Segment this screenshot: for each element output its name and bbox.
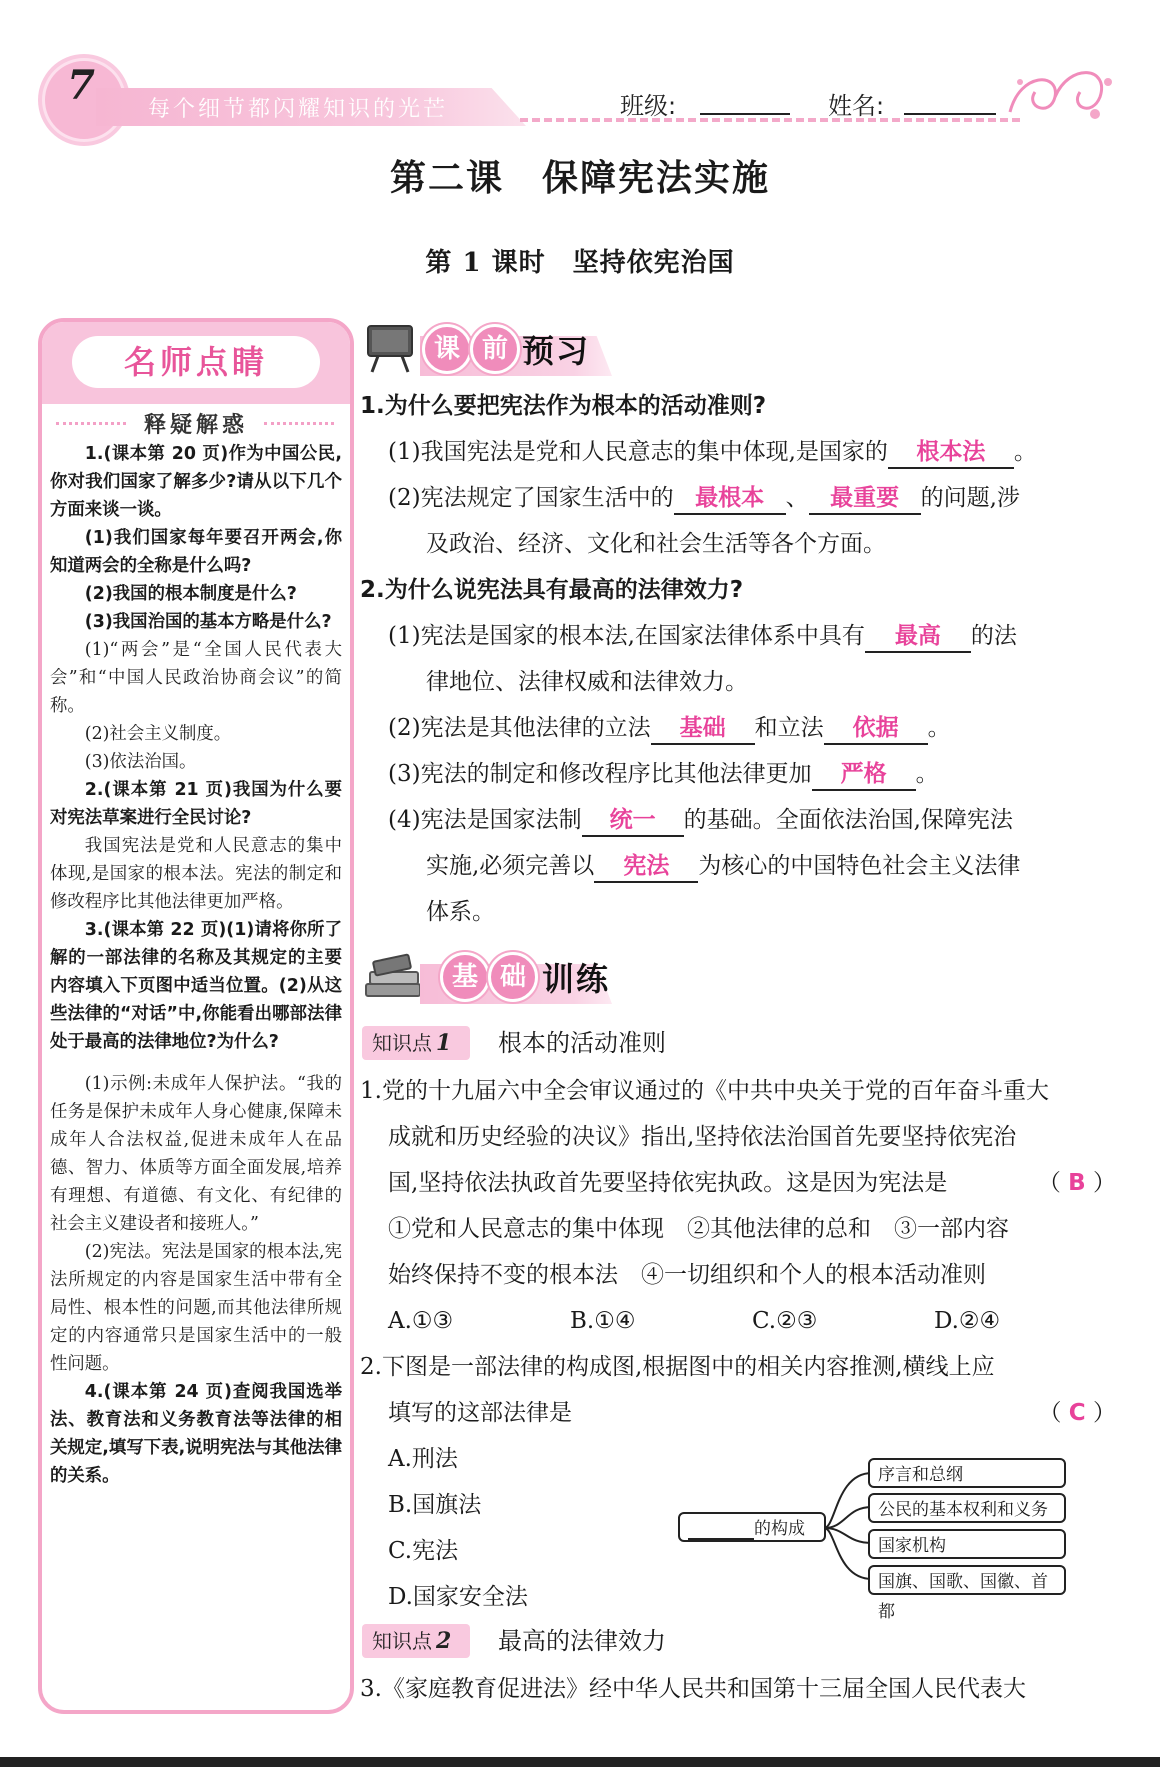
preview-item-1-1: [360, 429, 1120, 475]
kp-number: 2: [436, 1628, 452, 1654]
text-segment: 国,坚持依法执政首先要坚持依宪执政。这是因为宪法是: [388, 1170, 948, 1196]
preview-item-2-1: [360, 613, 1120, 659]
page-number: 7: [67, 62, 95, 109]
answer-choice: C: [1068, 1400, 1086, 1426]
knowledge-point-badge: [362, 1026, 470, 1060]
preview-item-2-1-cont: 律地位、法律权威和法律效力。: [426, 669, 748, 695]
motto-text: 每个细节都闪耀知识的光芒: [148, 97, 449, 122]
sidebar-subtitle: 释疑解惑: [143, 413, 248, 438]
knowledge-point-badge: [362, 1624, 470, 1658]
diagram-center-label: 的构成: [754, 1519, 805, 1539]
answer-bracket[interactable]: （ C ）: [1038, 1400, 1116, 1426]
books-icon: [362, 950, 424, 1006]
choice-a[interactable]: A.①③: [388, 1308, 454, 1334]
text-segment: 的法: [970, 623, 1017, 649]
sidebar-question-1-2: (2)我国的根本制度是什么?: [84, 584, 297, 604]
preview-question-1: 1.为什么要把宪法作为根本的活动准则?: [360, 393, 767, 419]
choice-d[interactable]: D.国家安全法: [388, 1584, 528, 1610]
text-segment: 的问题,涉: [920, 485, 1020, 511]
lesson-subtitle: 第 1 课时 坚持依宪治国: [425, 248, 735, 278]
name-field[interactable]: [904, 113, 996, 115]
text-segment: (2)宪法规定了国家生活中的: [388, 485, 674, 511]
sidebar-answer-1-1: (1)“两会”是“全国人民代表大会”和“中国人民政治协商会议”的简称。: [50, 640, 342, 716]
diagram-item: 公民的基本权利和义务: [868, 1493, 1066, 1523]
preview-item-2-4: [360, 797, 1120, 843]
exercise-1-options-1: ①党和人民意志的集中体现 ②其他法律的总和 ③一部内容: [388, 1216, 1009, 1242]
preview-item-1-2-cont: 及政治、经济、文化和社会生活等各个方面。: [426, 531, 886, 557]
class-label: 班级:: [620, 92, 677, 120]
sidebar-question-2: 2.(课本第 21 页)我国为什么要对宪法草案进行全民讨论?: [50, 780, 342, 828]
knowledge-point-2: [362, 1624, 762, 1658]
text-segment: (1)宪法是国家的根本法,在国家法律体系中具有: [388, 623, 865, 649]
answer-blank[interactable]: 统一: [582, 805, 684, 837]
answer-blank[interactable]: 根本法: [888, 437, 1014, 469]
text-segment: 实施,必须完善以: [426, 853, 595, 879]
sidebar-question-1-3: (3)我国治国的基本方略是什么?: [84, 612, 332, 632]
preview-char-1: 课: [422, 324, 472, 374]
text-segment: (4)宪法是国家法制: [388, 807, 582, 833]
exercise-1-options-2: 始终保持不变的根本法 ④一切组织和个人的根本活动准则: [388, 1262, 986, 1288]
training-char-2: 础: [488, 952, 538, 1002]
answer-blank[interactable]: 最高: [865, 621, 971, 653]
choice-b[interactable]: B.国旗法: [388, 1492, 482, 1518]
text-segment: 。: [915, 761, 939, 787]
exercise-1-choices: [360, 1298, 1120, 1344]
preview-item-2-2: [360, 705, 1120, 751]
sidebar-question-1: 1.(课本第 20 页)作为中国公民,你对我们国家了解多少?请从以下几个方面来谈一谈。: [50, 444, 342, 520]
exercise-1-line-1: 1.党的十九届六中全会审议通过的《中共中央关于党的百年奋斗重大: [360, 1078, 1049, 1104]
sidebar-question-4: 4.(课本第 24 页)查阅我国选举法、教育法和义务教育法等法律的相关规定,填写下表,说明宪法与其他法律的关系。: [50, 1382, 342, 1486]
training-word: 训练: [542, 960, 611, 998]
choice-c[interactable]: C.宪法: [388, 1538, 459, 1564]
knowledge-point-title: 根本的活动准则: [498, 1029, 666, 1057]
preview-char-2: 前: [470, 324, 520, 374]
answer-blank[interactable]: 依据: [824, 713, 928, 745]
answer-blank[interactable]: 基础: [651, 713, 755, 745]
diagram-center-box: [678, 1512, 826, 1542]
kp-label: 知识点: [372, 1629, 432, 1653]
text-segment: (3)宪法的制定和修改程序比其他法律更加: [388, 761, 812, 787]
answer-blank[interactable]: 最根本: [674, 483, 786, 515]
exercise-1-line-2: 成就和历史经验的决议》指出,坚持依法治国首先要坚持依宪治: [388, 1124, 1017, 1150]
sidebar-answer-1-2: (2)社会主义制度。: [84, 724, 232, 744]
sidebar-question-3: 3.(课本第 22 页)(1)请将你所了解的一部法律的名称及其规定的主要内容填入下页图中适当位置。(2)从这些法律的“对话”中,你能看出哪部法律处于最高的法律地位?为什么?: [50, 920, 342, 1052]
header-dashed-line: [520, 118, 1020, 122]
training-section-header: [362, 946, 642, 1010]
sidebar-answer-3-1: (1)示例:未成年人保护法。“我的任务是保护未成年人身心健康,保障未成年人合法权益,促进未成年人在品德、智力、体质等方面全面发展,培养有理想、有道德、有文化、有纪律的社会主义建设者和接班人。”: [50, 1074, 342, 1234]
text-segment: 和立法: [754, 715, 824, 741]
text-segment: 。: [927, 715, 951, 741]
answer-blank[interactable]: 最重要: [809, 483, 921, 515]
kp-label: 知识点: [372, 1031, 432, 1055]
sidebar-header: [42, 322, 350, 404]
sidebar-answer-2: 我国宪法是党和人民意志的集中体现,是国家的根本法。宪法的制定和修改程序比其他法律更加严格。: [50, 836, 342, 912]
answer-blank[interactable]: 严格: [812, 759, 916, 791]
preview-section-header: [362, 318, 622, 382]
answer-choice: B: [1068, 1170, 1086, 1196]
sidebar-title: 名师点睛: [72, 336, 320, 388]
exercise-1-line-3: [360, 1160, 1120, 1206]
preview-content: [360, 383, 1120, 935]
text-segment: 、: [785, 485, 809, 511]
training-char-1: 基: [440, 952, 490, 1002]
blackboard-icon: [362, 320, 418, 376]
answer-bracket[interactable]: （ B ）: [1037, 1170, 1116, 1196]
class-field[interactable]: [700, 113, 790, 115]
text-segment: 。: [1013, 439, 1037, 465]
knowledge-point-1: [362, 1026, 762, 1060]
diagram-blank[interactable]: [688, 1520, 754, 1540]
diagram-item: 序言和总纲: [868, 1458, 1066, 1488]
sidebar-content: [50, 440, 342, 1490]
diagram-item: 国旗、国歌、国徽、首都: [868, 1565, 1066, 1595]
choice-a[interactable]: A.刑法: [388, 1446, 458, 1472]
knowledge-point-title: 最高的法律效力: [498, 1627, 666, 1655]
preview-question-2: 2.为什么说宪法具有最高的法律效力?: [360, 577, 744, 603]
exercise-2-line-2: [360, 1390, 1120, 1436]
preview-word: 预习: [522, 332, 591, 370]
page-bottom-edge: [0, 1757, 1160, 1767]
diagram-item: 国家机构: [868, 1529, 1066, 1559]
exercise-2-line-1: 2.下图是一部法律的构成图,根据图中的相关内容推测,横线上应: [360, 1354, 995, 1380]
kp-number: 1: [436, 1030, 452, 1056]
choice-b[interactable]: B.①④: [570, 1308, 636, 1334]
choice-c[interactable]: C.②③: [752, 1308, 818, 1334]
lesson-title: 第二课 保障宪法实施: [389, 157, 770, 199]
exercise-3: [360, 1666, 1120, 1712]
preview-item-2-4-end: 体系。: [426, 899, 495, 925]
sidebar-answer-1-3: (3)依法治国。: [84, 752, 197, 772]
preview-item-2-4-cont: [360, 843, 1120, 889]
text-segment: 为核心的中国特色社会主义法律: [698, 853, 1021, 879]
preview-item-2-3: [360, 751, 1120, 797]
preview-item-1-2: [360, 475, 1120, 521]
name-label: 姓名:: [828, 92, 885, 120]
sidebar-question-1-1: (1)我们国家每年要召开两会,你知道两会的全称是什么吗?: [50, 528, 342, 576]
text-segment: 的基础。全面依法治国,保障宪法: [683, 807, 1013, 833]
answer-blank[interactable]: 宪法: [594, 851, 698, 883]
teacher-tips-sidebar: [38, 318, 354, 1714]
choice-d[interactable]: D.②④: [934, 1308, 1001, 1334]
text-segment: (2)宪法是其他法律的立法: [388, 715, 651, 741]
sidebar-answer-3-2: (2)宪法。宪法是国家的根本法,宪法所规定的内容是国家生活中带有全局性、根本性的问题,而其他法律所规定的内容通常只是国家生活中的一般性问题。: [50, 1242, 342, 1374]
exercise-3-line-1: 3.《家庭教育促进法》经中华人民共和国第十三届全国人民代表大: [360, 1676, 1026, 1702]
text-segment: (1)我国宪法是党和人民意志的集中体现,是国家的: [388, 439, 888, 465]
text-segment: 填写的这部法律是: [388, 1400, 572, 1426]
decorative-swirl-icon: [1000, 52, 1120, 132]
